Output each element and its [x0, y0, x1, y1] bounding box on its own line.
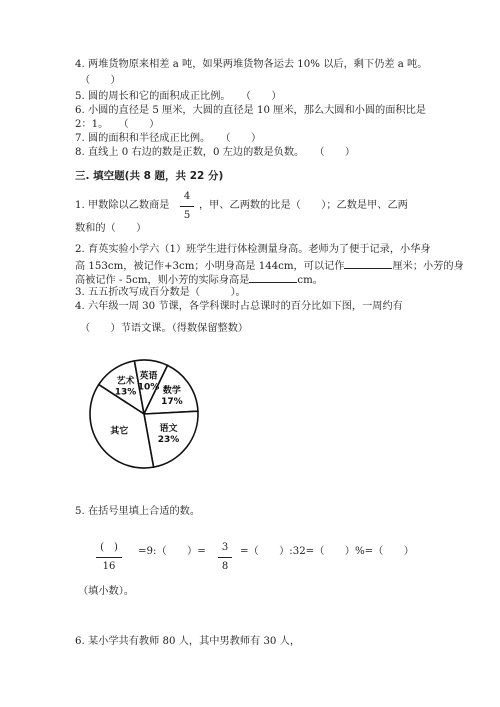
fill-q5-fraction-2	[218, 541, 232, 574]
section-title: 三. 填空题(共 8 题，共 22 分)	[75, 170, 224, 182]
judgement-q7: 7. 圆的面积和半径成正比例。 （ ）	[75, 133, 262, 144]
fraction-bar	[218, 557, 232, 558]
fill-q2-line3-text: 高被记作 - 5cm，则小芳的实际身高是	[75, 275, 250, 286]
fill-q4-line2: （ ）节语文课。（得数保留整数）	[80, 323, 249, 334]
fill-q3: 3. 五五折改写成百分数是（ ）。	[75, 287, 246, 298]
pie-label-艺术: 艺术 13%	[114, 376, 137, 398]
fill-q5-part1: =9:（ ）=	[138, 546, 206, 557]
fill-q5-numerator-2: 3	[221, 542, 229, 553]
fill-q1-line2: 数和的（ ）	[75, 223, 147, 234]
judgement-q6-line1: 6. 小圆的直径是 5 厘米，大圆的直径是 10 厘米，那么大圆和小圆的面积比是	[75, 105, 426, 116]
pie-chart	[80, 358, 210, 470]
fraction-bar	[96, 557, 122, 558]
judgement-q4-line1: 4. 两堆货物原来相差 a 吨，如果两堆货物各运去 10% 以后，剩下仍差 a 吨。	[75, 59, 428, 70]
fill-q2-line2-tail: 厘米；小芳的身	[392, 261, 464, 272]
fill-q6: 6. 某小学共有教师 80 人，其中男教师有 30 人，	[75, 636, 301, 647]
fill-q5-numerator-1: ( )	[100, 542, 118, 553]
fill-q1-suffix: ，甲、乙两数的比是（ ）；乙数是甲、乙两	[199, 200, 408, 211]
judgement-q5: 5. 圆的周长和它的面积成正比例。 （ ）	[75, 91, 282, 102]
fill-q1-prefix: 1. 甲数除以乙数商是	[75, 200, 170, 211]
judgement-q6-line2: 2：1。 （ ）	[75, 119, 160, 130]
fill-q5-note: （填小数）。	[78, 586, 135, 597]
fill-q5: 5. 在括号里填上合适的数。	[75, 506, 201, 517]
judgement-q4-line2: （ ）	[80, 75, 121, 86]
answer-blank[interactable]	[344, 258, 392, 269]
fill-q1-denominator: 5	[183, 210, 191, 221]
pie-label-英语: 英语 10%	[137, 371, 160, 393]
fill-q5-part2: =（ ）:32=（ ）%=（ ）	[240, 546, 414, 557]
pie-label-数学: 数学 17%	[161, 386, 183, 407]
answer-blank[interactable]	[249, 272, 297, 283]
judgement-q8: 8. 直线上 0 右边的数是正数，0 左边的数是负数。 （ ）	[75, 147, 356, 158]
fill-q4-line1: 4. 六年级一周 30 节课，各学科课时占总课时的百分比如下图，一周约有	[75, 301, 403, 312]
pie-label-语文: 语文 23%	[157, 424, 180, 445]
fill-q5-denominator-1: 16	[102, 561, 116, 572]
pie-label-其它: 其它	[110, 426, 129, 437]
fill-q1-fraction	[180, 190, 194, 223]
fill-q1-numerator: 4	[183, 191, 191, 202]
fill-q2-line2-text: 高 153cm，被记作+3cm；小明身高是 144cm，可以记作	[75, 261, 345, 272]
fill-q2-line3-tail: cm。	[297, 275, 323, 286]
fill-q5-denominator-2: 8	[221, 561, 229, 572]
fill-q2-line1: 2. 育英实验小学六（1）班学生进行体检测量身高。老师为了便于记录，小华身	[75, 244, 431, 255]
fraction-bar	[180, 206, 194, 207]
fill-q5-fraction-1	[96, 541, 122, 574]
